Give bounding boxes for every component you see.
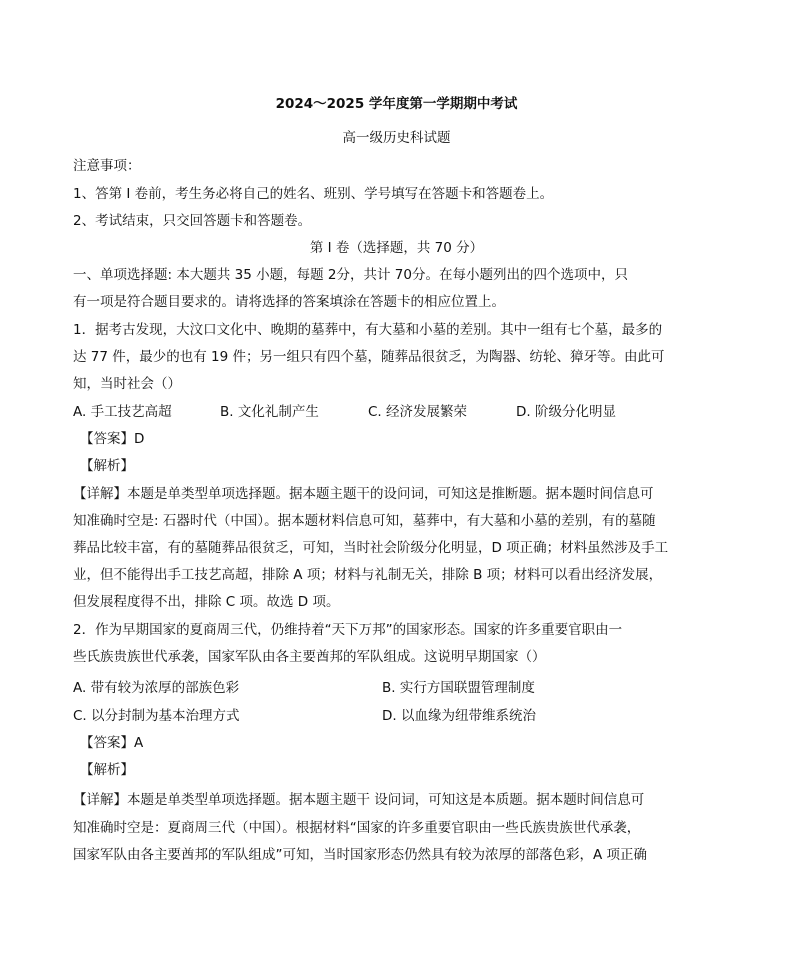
q1-stem-line-3: 知，当时社会（） [73,376,181,392]
q1-detail-line-5: 但发展程度得不出，排除 C 项。故选 D 项。 [73,594,340,610]
exam-title: 2024～2025 学年度第一学期期中考试 [275,96,518,112]
notes-item-1: 1、答第 I 卷前，考生务必将自己的姓名、班别、学号填写在答题卡和答题卷上。 [73,186,554,202]
q1-stem-line-1: 1．据考古发现，大汶口文化中、晚期的墓葬中，有大墓和小墓的差别。其中一组有七个墓，最多的 [73,322,663,338]
q1-detail-line-4: 业，但不能得出手工技艺高超，排除 A 项；材料与礼制无关，排除 B 项；材料可以看出经济发展， [73,567,663,583]
q2-detail-line-3: 国家军队由各主要酋邦的军队组成”可知，当时国家形态仍然具有较为浓厚的部落色彩，A 项正确 [73,847,648,863]
section-instructions-line-2: 有一项是符合题目要求的。请将选择的答案填涂在答题卡的相应位置上。 [73,294,505,310]
q1-detail-line-3: 葬品比较丰富，有的墓随葬品很贫乏，可知，当时社会阶级分化明显，D 项正确；材料虽然涉及手工 [73,540,669,556]
q2-stem-line-1: 2．作为早期国家的夏商周三代，仍维持着“天下万邦”的国家形态。国家的许多重要官职由一 [73,622,623,638]
section-instructions-line-1: 一、单项选择题: 本大题共 35 小题，每题 2分，共计 70分。在每小题列出的四个选项中，只 [73,267,628,283]
q1-option-c: C. 经济发展繁荣 [368,404,468,420]
notes-heading: 注意事项： [73,158,141,174]
q1-option-d: D. 阶级分化明显 [516,404,616,420]
q2-detail-line-2: 知准确时空是：夏商周三代（中国）。根据材料“国家的许多重要官职由一些氏族贵族世代承袭， [73,820,641,836]
section-title: 第 I 卷（选择题，共 70 分） [309,240,484,256]
q2-option-b: B. 实行方国联盟管理制度 [382,680,535,696]
q2-detail-line-1: 【详解】本题是单类型单项选择题。据本题主题干 设问词，可知这是本质题。据本题时间信息可 [73,792,645,808]
q1-option-a: A. 手工技艺高超 [73,404,172,420]
q2-option-a: A. 带有较为浓厚的部族色彩 [73,680,240,696]
q1-analysis-label: 【解析】 [80,458,134,474]
q1-stem-line-2: 达 77 件，最少的也有 19 件；另一组只有四个墓，随葬品很贫乏，为陶器、纺轮、獐牙等。由此可 [73,349,665,365]
exam-subtitle: 高一级历史科试题 [342,130,451,146]
q1-detail-line-2: 知准确时空是: 石器时代（中国）。据本题材料信息可知，墓葬中，有大墓和小墓的差别，有的墓随 [73,513,656,529]
q2-analysis-label: 【解析】 [80,762,134,778]
q1-answer: 【答案】D [80,431,145,447]
q2-answer: 【答案】A [80,735,144,751]
q1-option-b: B. 文化礼制产生 [220,404,319,420]
q2-option-c: C. 以分封制为基本治理方式 [73,708,240,724]
notes-item-2: 2、考试结束，只交回答题卡和答题卷。 [73,213,312,229]
q1-detail-line-1: 【详解】本题是单类型单项选择题。据本题主题干的设问词，可知这是推断题。据本题时间信息可 [73,486,654,502]
q2-stem-line-2: 些氏族贵族世代承袭，国家军队由各主要酋邦的军队组成。这说明早期国家（） [73,649,546,665]
q2-option-d: D. 以血缘为纽带维系统治 [382,708,536,724]
